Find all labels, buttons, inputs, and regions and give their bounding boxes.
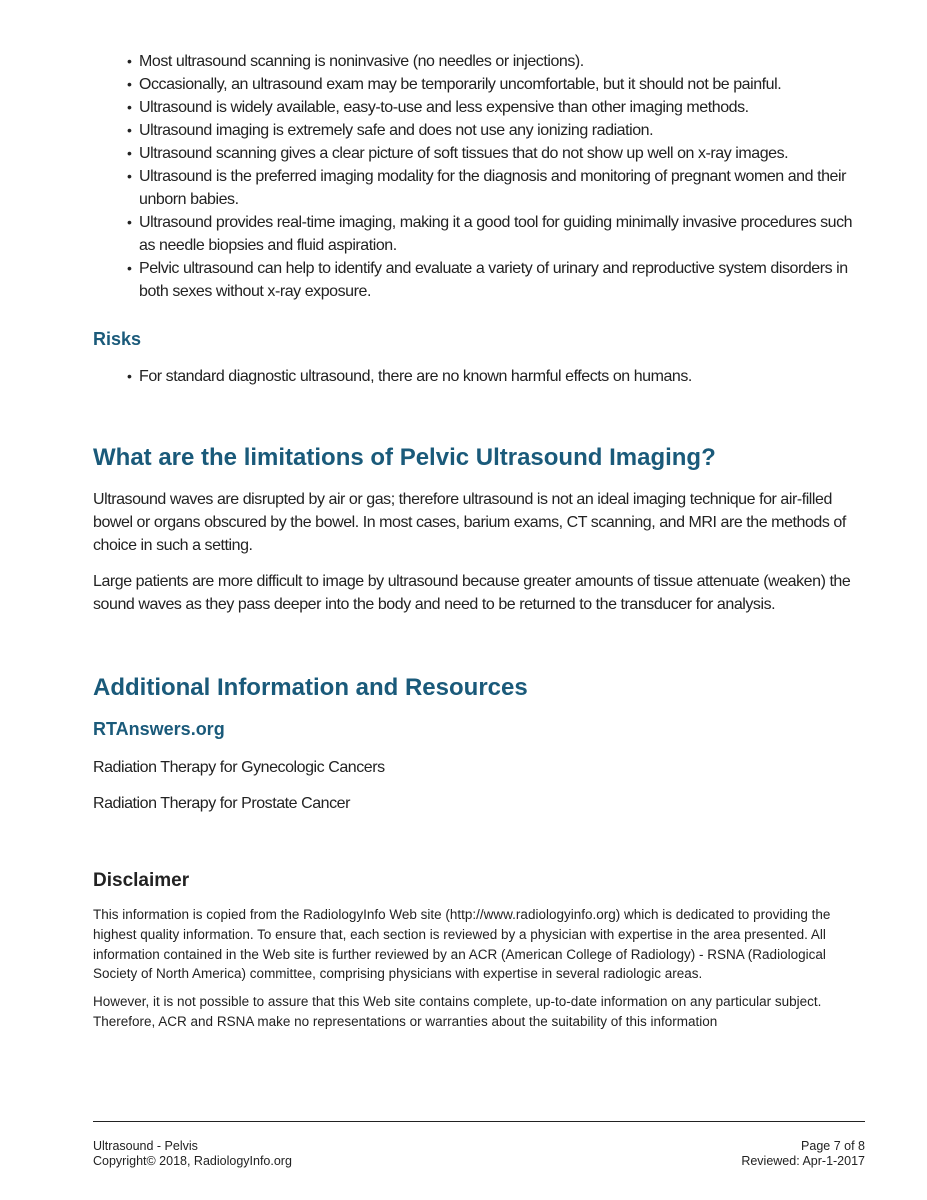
limitations-paragraph: Large patients are more difficult to image by ultrasound because greater amounts of tissue attenuate (weaken) the sound waves as they pass deeper into the body and need to be returned to the transducer for analysis. (93, 573, 851, 613)
page-footer (93, 1121, 865, 1169)
disclaimer-heading: Disclaimer (93, 870, 190, 891)
list-item: • Ultrasound scanning gives a clear picture of soft tissues that do not show up well on x-ray images. (127, 142, 865, 165)
footer-copyright: Copyright© 2018, RadiologyInfo.org (93, 1154, 292, 1168)
limitations-heading: What are the limitations of Pelvic Ultrasound Imaging? (93, 444, 716, 471)
footer-title: Ultrasound - Pelvis (93, 1139, 198, 1153)
list-item: • Ultrasound is widely available, easy-to-use and less expensive than other imaging methods. (127, 96, 865, 119)
list-item: • Occasionally, an ultrasound exam may be temporarily uncomfortable, but it should not be painful. (127, 73, 865, 96)
list-item: • Most ultrasound scanning is noninvasive (no needles or injections). (127, 50, 865, 73)
list-item: • Ultrasound is the preferred imaging modality for the diagnosis and monitoring of pregnant women and their unborn babies. (127, 165, 865, 211)
resource-link-prostate[interactable]: Radiation Therapy for Prostate Cancer (93, 795, 350, 812)
resources-heading: Additional Information and Resources (93, 674, 528, 701)
list-item: • Ultrasound provides real-time imaging, making it a good tool for guiding minimally invasive procedures such as needle biopsies and fluid aspiration. (127, 211, 865, 257)
list-item: • For standard diagnostic ultrasound, there are no known harmful effects on humans. (127, 365, 865, 388)
disclaimer-paragraph: However, it is not possible to assure that this Web site contains complete, up-to-date information on any particular subject. Therefore, ACR and RSNA make no representations or warranties about the suitability of this information (93, 994, 822, 1029)
list-item: • Pelvic ultrasound can help to identify and evaluate a variety of urinary and reproductive system disorders in both sexes without x-ray exposure. (127, 257, 865, 303)
document-body (93, 50, 865, 1032)
risks-list (93, 365, 865, 388)
limitations-paragraph: Ultrasound waves are disrupted by air or gas; therefore ultrasound is not an ideal imaging technique for air-filled bowel or organs obscured by the bowel. In most cases, barium exams, CT scanning, and MRI are the methods of choice in such a setting. (93, 491, 846, 554)
disclaimer-paragraph: This information is copied from the RadiologyInfo Web site (http://www.radiologyinfo.org) which is dedicated to providing the highest quality information. To ensure that, each section is reviewed by a physician with expertise in the area presented. All information contained in the Web site is further reviewed by an ACR (American College of Radiology) - RSNA (Radiological Society of North America) committee, comprising physicians with expertise in several radiologic areas. (93, 907, 831, 982)
footer-reviewed-date: Reviewed: Apr-1-2017 (741, 1154, 865, 1168)
benefits-list (93, 50, 865, 303)
resource-link-gynecologic[interactable]: Radiation Therapy for Gynecologic Cancers (93, 759, 385, 776)
list-item: • Ultrasound imaging is extremely safe and does not use any ionizing radiation. (127, 119, 865, 142)
footer-page-number: Page 7 of 8 (801, 1139, 865, 1153)
risks-heading: Risks (93, 329, 142, 349)
rtanswers-subheading: RTAnswers.org (93, 719, 225, 739)
